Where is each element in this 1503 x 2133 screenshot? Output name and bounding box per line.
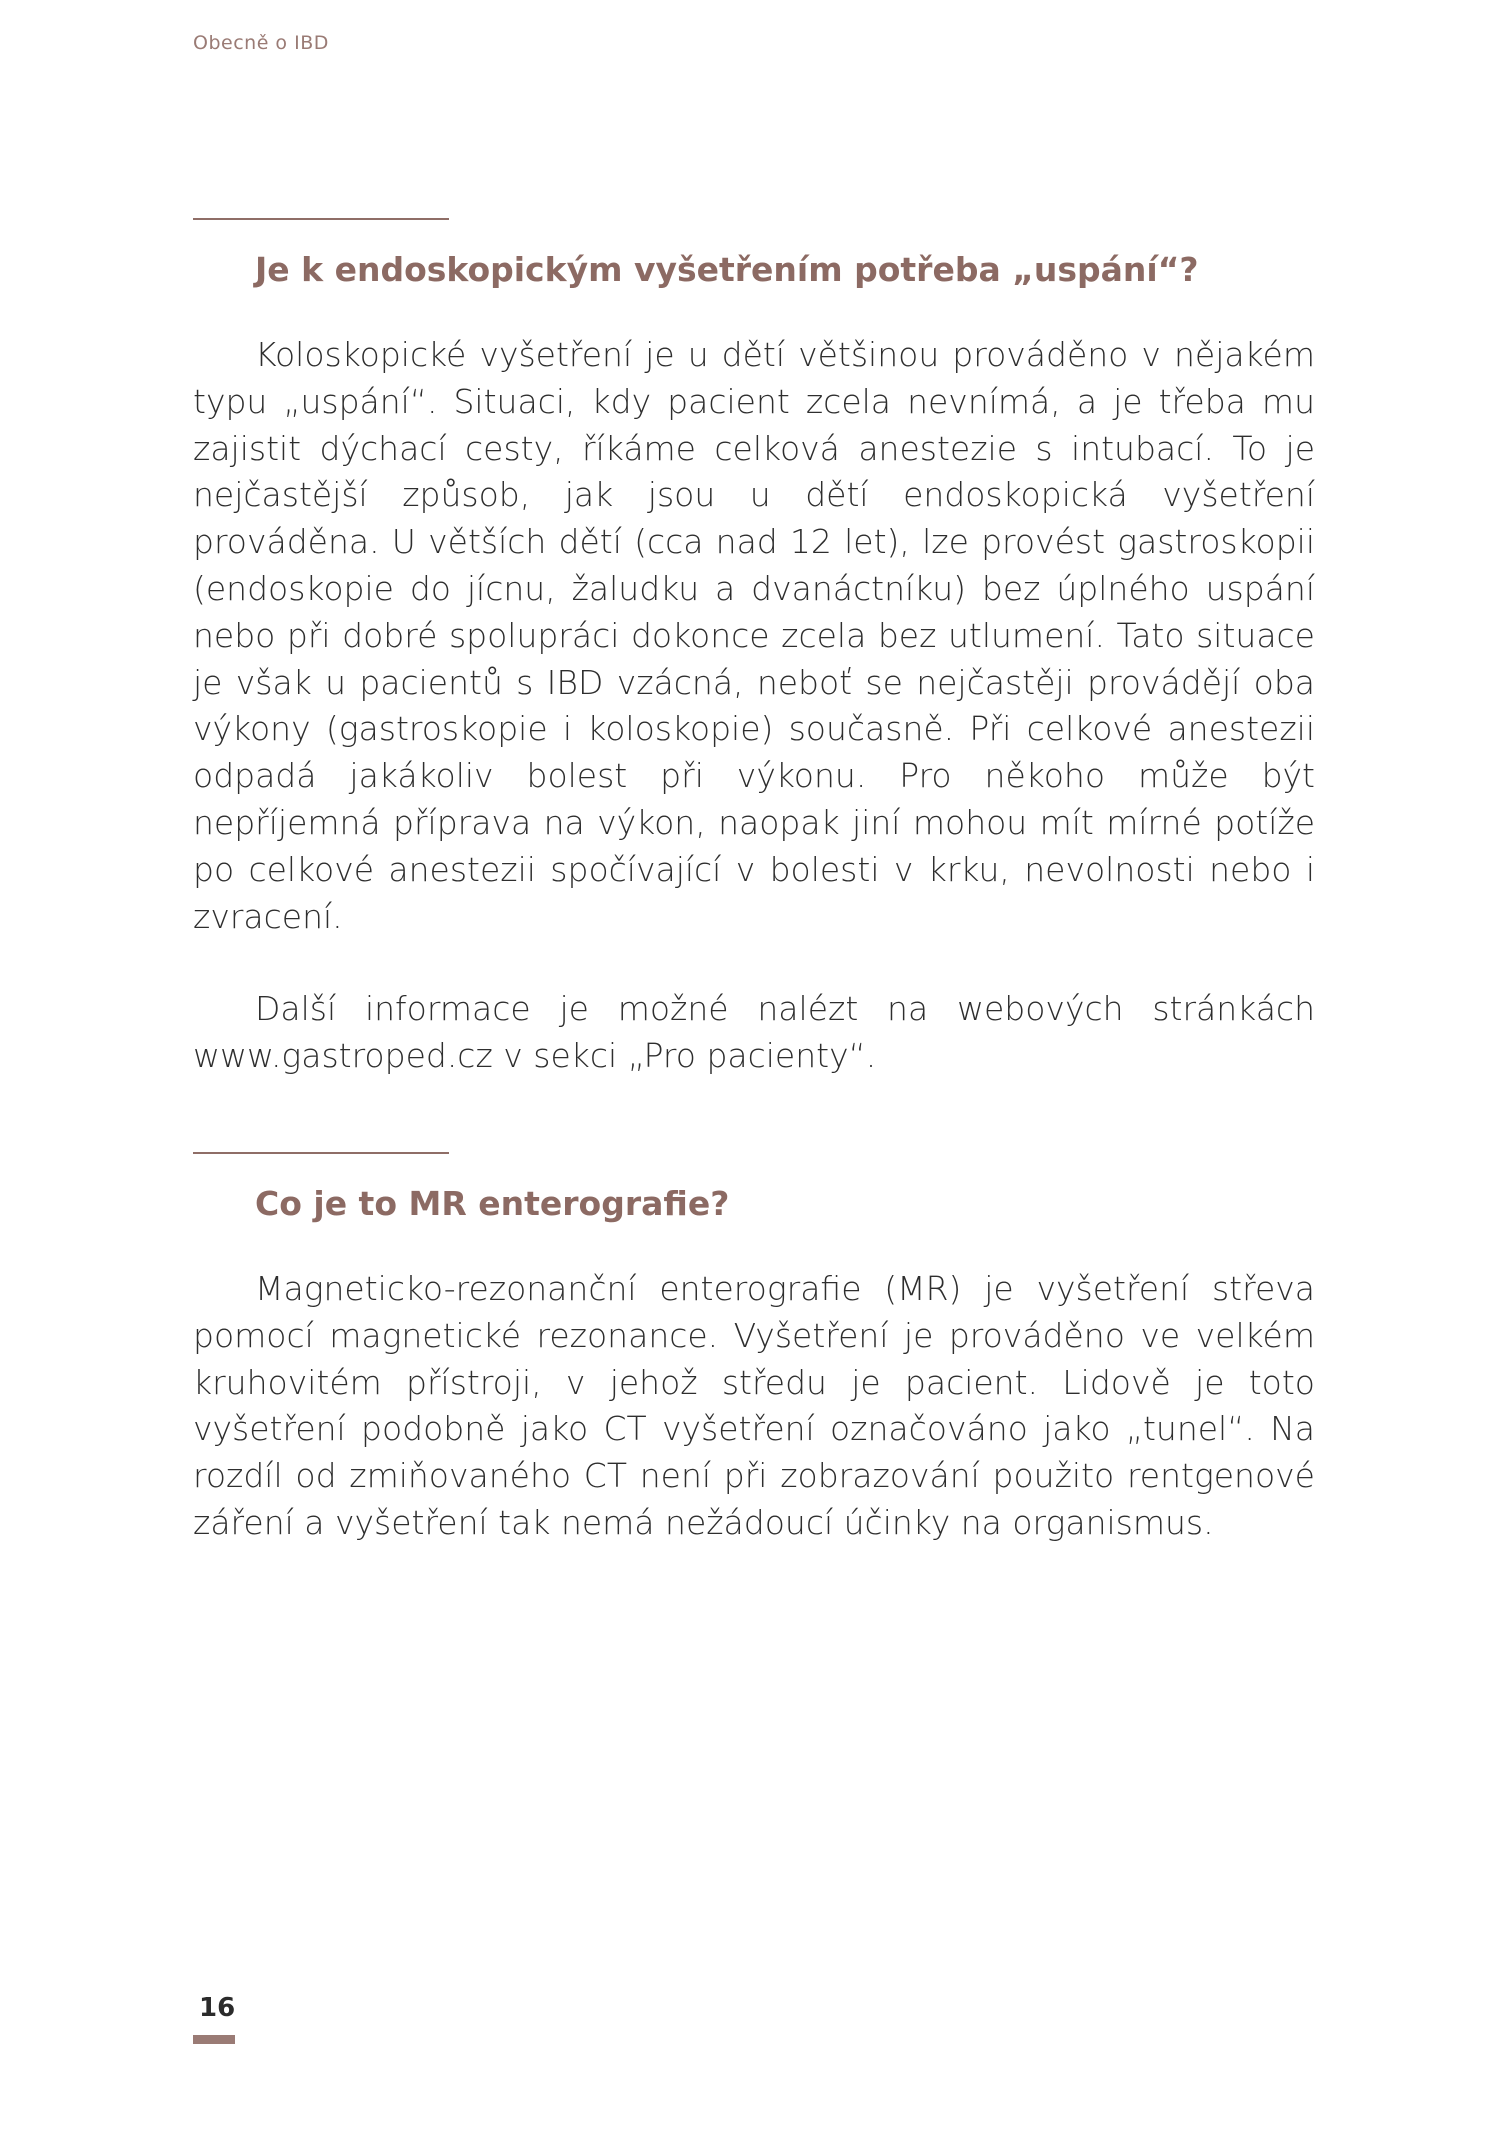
body-paragraph: Magneticko-rezonanční enterografie (MR) je vyšetření střeva pomocí magnetické rezonance. Vyšetření je prováděno ve velkém kruhovitém přístroji, v jehož středu je pacient. Lidově je toto vyšetření podobně jako CT vyšetření označováno jako „tunel“. Na rozdíl od zmiňovaného CT není při zobrazování použito rentgenové záření a vyšetření tak nemá nežádoucí účinky na organismus.	[193, 1269, 1315, 1542]
section-endoscopy-sedation	[193, 218, 1315, 1080]
section-heading: Je k endoskopickým vyšetřením potřeba „uspání“?	[255, 250, 1199, 289]
section-mr-enterography	[193, 1152, 1315, 1547]
section-divider	[193, 218, 449, 220]
section-heading: Co je to MR enterografie?	[255, 1184, 730, 1223]
running-title: Obecně o IBD	[193, 32, 329, 54]
body-paragraph: Koloskopické vyšetření je u dětí většinou prováděno v nějakém typu „uspání“. Situaci, kdy pacient zcela nevnímá, a je třeba mu zajistit dýchací cesty, říkáme celková anestezie s intubací. To je nejčastější způsob, jak jsou u dětí endoskopická vyšetření prováděna. U větších dětí (cca nad 12 let), lze provést gastroskopii (endoskopie do jícnu, žaludku a dvanáctníku) bez úplného uspání nebo při dobré spolupráci dokonce zcela bez utlumení. Tato situace je však u pacientů s IBD vzácná, neboť se nejčastěji provádějí oba výkony (gastroskopie i koloskopie) současně. Při celkové anestezii odpadá jakákoliv bolest při výkonu. Pro někoho může být nepříjemná příprava na výkon, naopak jiní mohou mít mírné potíže po celkové anestezii spočívající v bolesti v krku, nevolnosti nebo i zvracení.	[193, 335, 1315, 936]
page-number: 16	[199, 1993, 236, 2023]
page-number-bar	[193, 2035, 235, 2044]
body-paragraph: Další informace je možné nalézt na webových stránkách www.gastroped.cz v sekci „Pro pacienty“.	[193, 989, 1315, 1076]
section-divider	[193, 1152, 449, 1154]
